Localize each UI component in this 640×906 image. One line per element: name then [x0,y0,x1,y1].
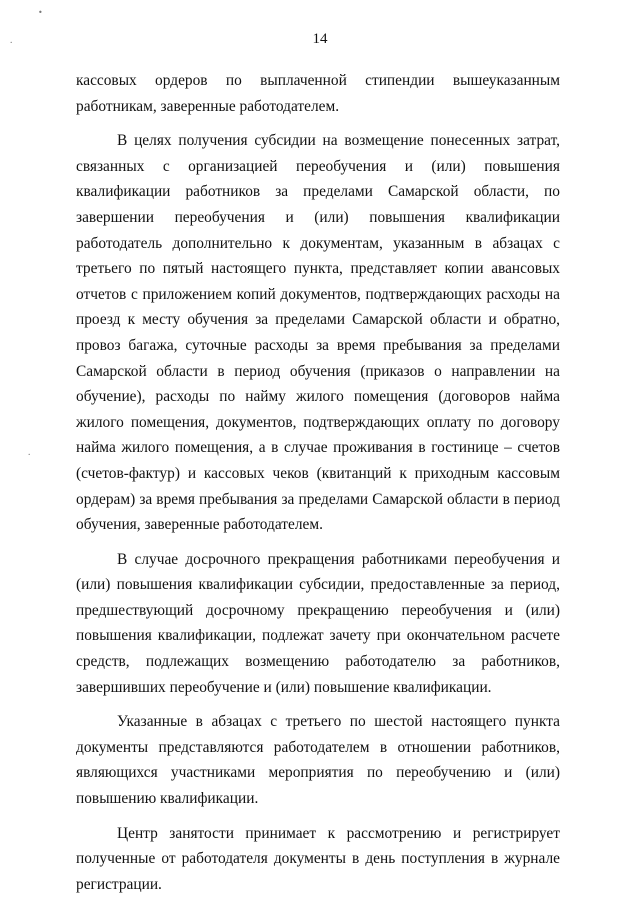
paragraph-subsidy-documents: В целях получения субсидии на возмещение понесенных затрат, связанных с организацией переобучения и (или) повышения квалификации работников за пределами Самарской области, по завершении переобучения и (или) повышения квалификации работодатель дополнительно к документам, указанным в абзацах с третьего по пятый настоящего пункта, представляет копии авансовых отчетов с приложением копий документов, подтверждающих расходы на проезд к месту обучения за пределами Самарской области и обратно, провоз багажа, суточные расходы за время пребывания за пределами Самарской области в период обучения (приказов о направлении на обучение), расходы по найму жилого помещения (договоров найма жилого помещения, документов, подтверждающих оплату по договору найма жилого помещения, а в случае проживания в гостинице – счетов (счетов-фактур) и кассовых чеков (квитанций к приходным кассовым ордерам) за время пребывания за пределами Самарской области в период обучения, заверенные работодателем. [76,132,560,534]
paragraph-documents-submission: Указанные в абзацах с третьего по шестой настоящего пункта документы представляются работодателем в отношении работников, являющихся участниками мероприятия по переобучению и (или) повышению квалификации. [76,713,560,808]
scan-speck: • [38,8,43,17]
scan-speck: • [28,452,31,457]
document-body [76,68,560,906]
paragraph-continuation: кассовых ордеров по выплаченной стипендии вышеуказанным работникам, заверенные работодателем. [76,72,560,115]
paragraph-registration: Центр занятости принимает к рассмотрению и регистрирует полученные от работодателя документы в день поступления в журнале регистрации. [76,824,560,893]
page-number: 14 [312,31,328,47]
scan-speck: • [10,40,13,45]
paragraph-early-termination: В случае досрочного прекращения работниками переобучения и (или) повышения квалификации субсидии, предоставленные за период, предшествующий досрочному прекращению переобучения и (или) повышения квалификации, подлежат зачету при окончательном расчете средств, подлежащих возмещению работодателю за работников, завершивших переобучение и (или) повышение квалификации. [76,550,560,696]
